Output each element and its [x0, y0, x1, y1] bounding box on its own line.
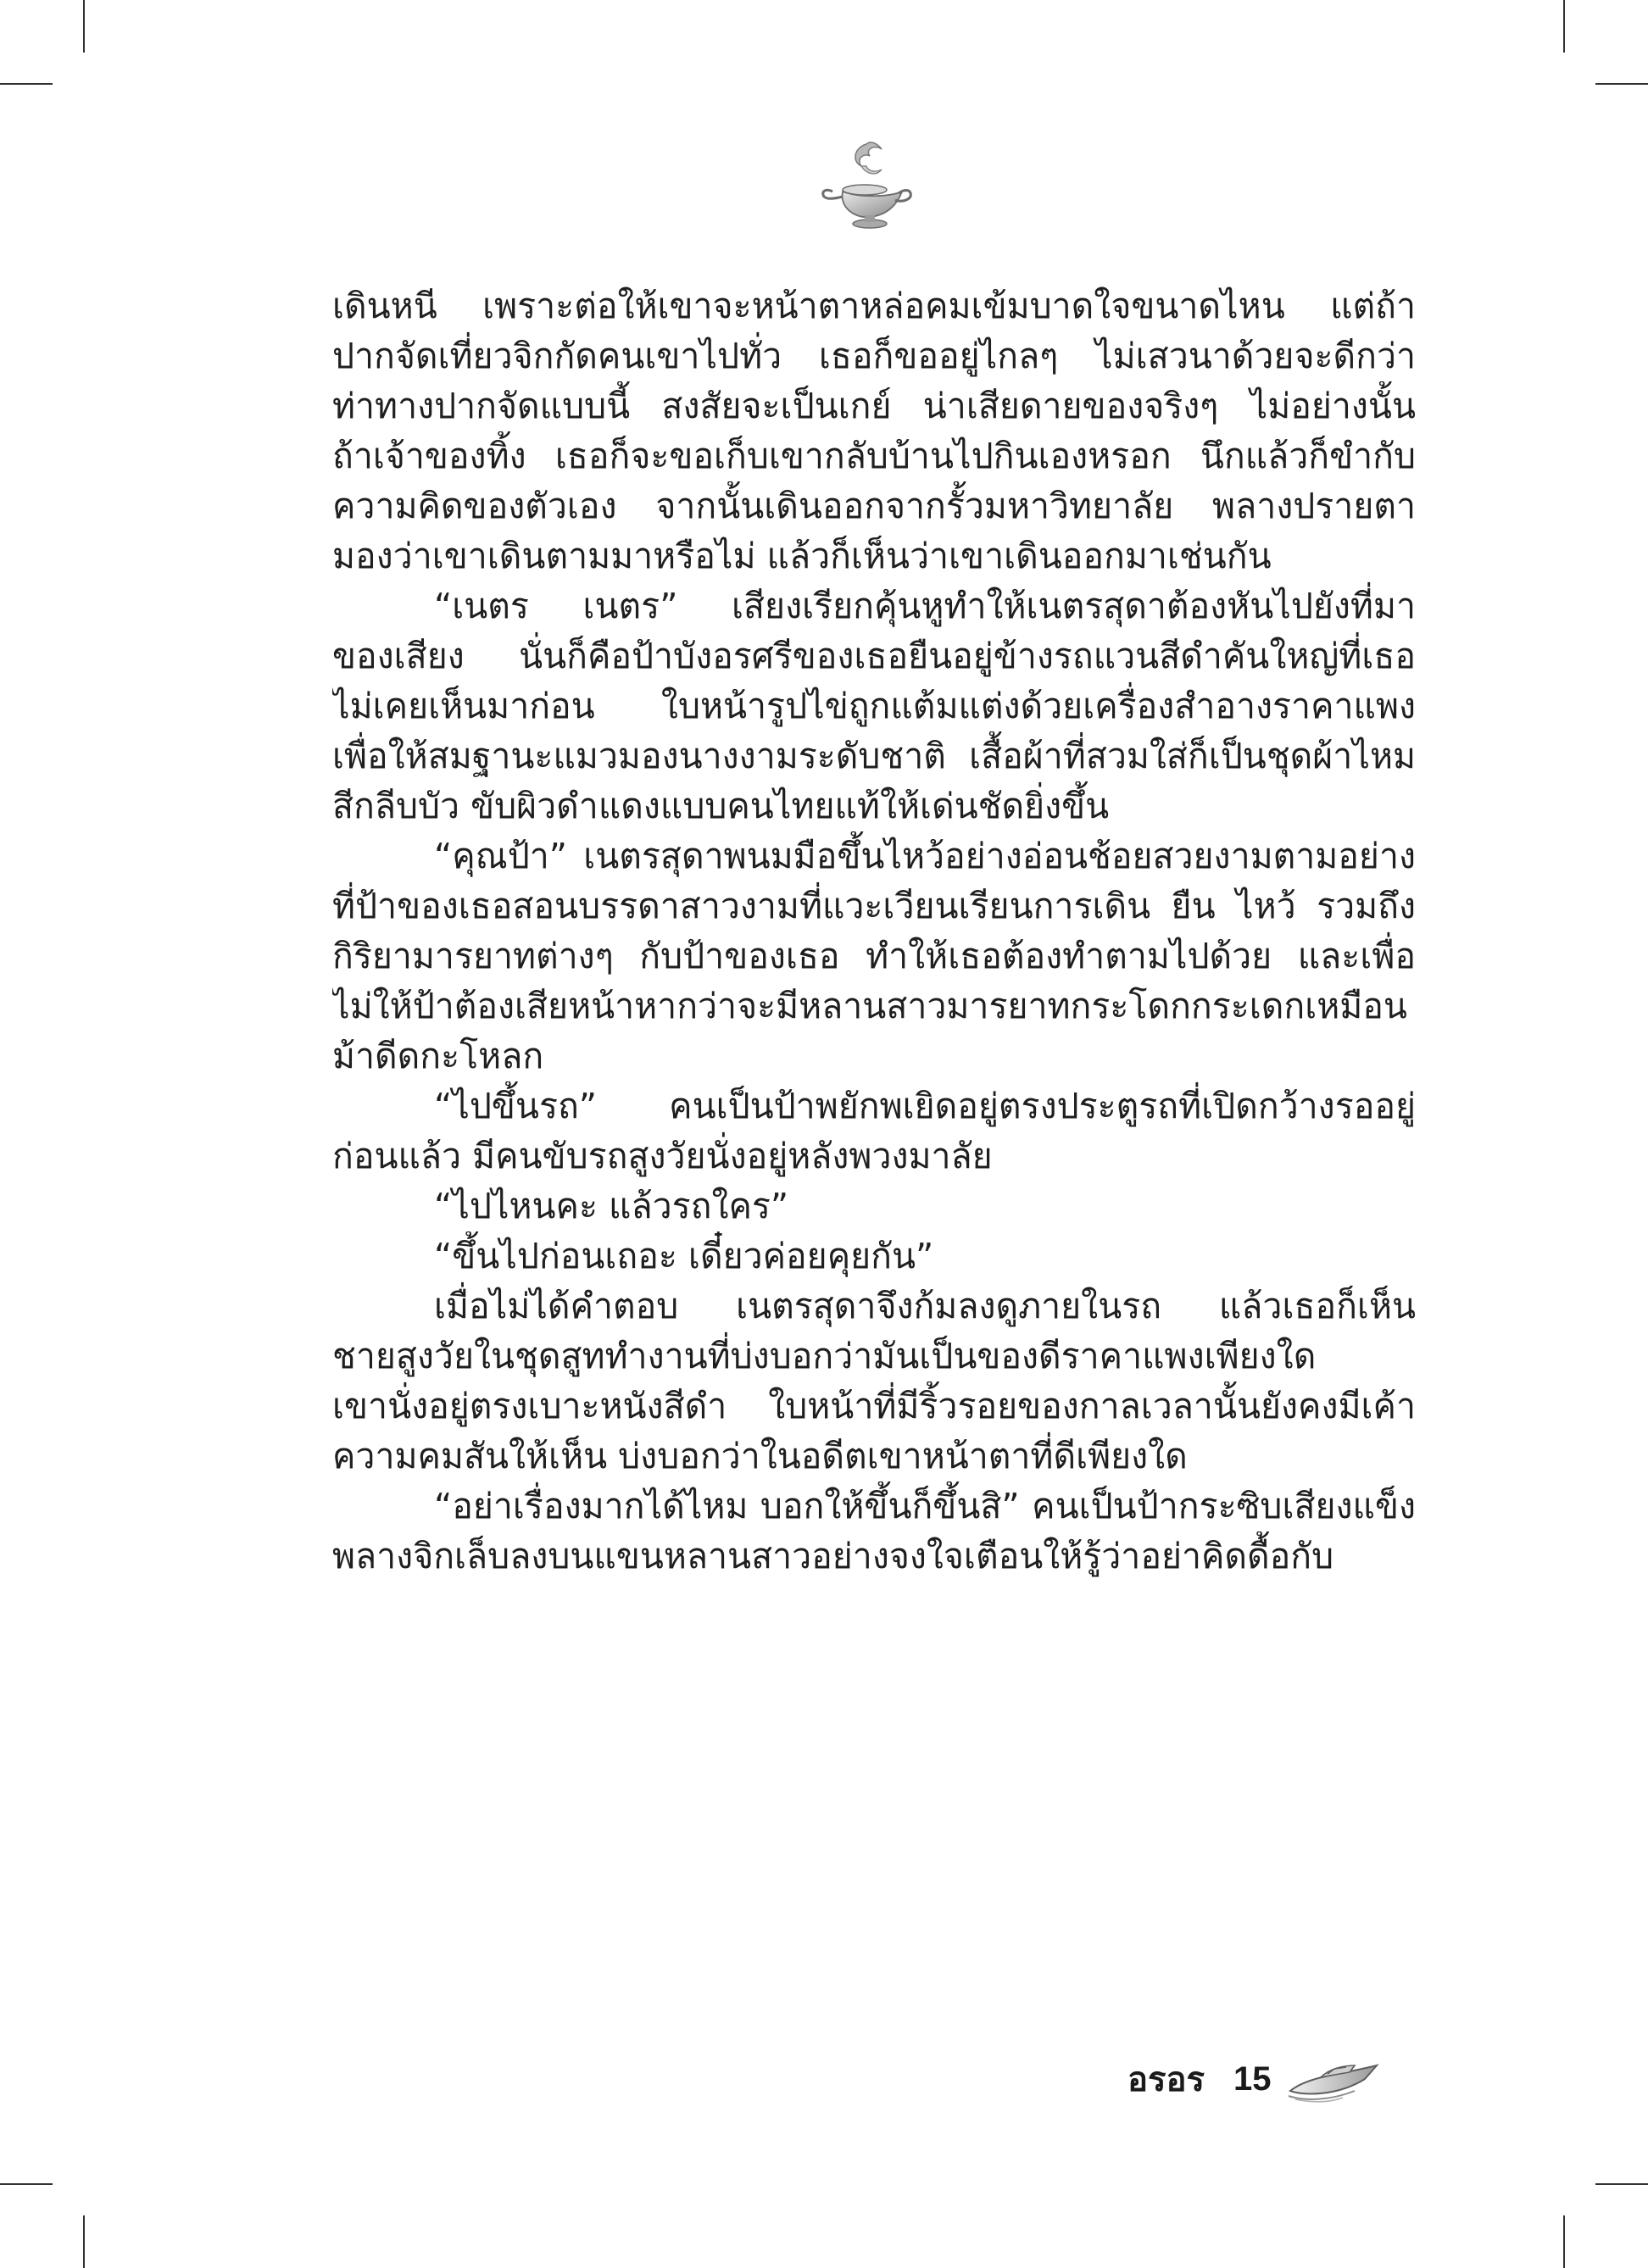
- text-line: “ไปไหนคะ แล้วรถใคร”: [434, 1186, 789, 1226]
- crop-mark-top-left-horizontal: [0, 83, 53, 85]
- text-line: ความคิดของตัวเอง จากนั้นเดินออกจากรั้วมหาวิทยาลัย พลางปรายตา: [332, 486, 1416, 526]
- text-line: “อย่าเรื่องมากได้ไหม บอกให้ขึ้นก็ขึ้นสิ” คนเป็นป้ากระซิบเสียงแข็ง: [434, 1486, 1416, 1526]
- text-line: ไม่ให้ป้าต้องเสียหน้าหากว่าจะมีหลานสาวมารยาทกระโดกกระเดกเหมือน: [332, 986, 1407, 1026]
- text-line: ไม่เคยเห็นมาก่อน ใบหน้ารูปไข่ถูกแต้มแต่งด้วยเครื่องสำอางราคาแพง: [332, 686, 1416, 726]
- text-line: ชายสูงวัยในชุดสูททำงานที่บ่งบอกว่ามันเป็นของดีราคาแพงเพียงใด: [332, 1336, 1317, 1376]
- text-line: พลางจิกเล็บลงบนแขนหลานสาวอย่างจงใจเตือนให้รู้ว่าอย่าคิดดื้อกับ: [332, 1536, 1334, 1576]
- crop-mark-top-left-vertical: [83, 0, 85, 53]
- author-name: อรอร: [1127, 2060, 1205, 2099]
- text-line: “ขึ้นไปก่อนเถอะ เดี๋ยวค่อยคุยกัน”: [434, 1236, 934, 1276]
- text-line: ถ้าเจ้าของทิ้ง เธอก็จะขอเก็บเขากลับบ้านไปกินเองหรอก นึกแล้วก็ขำกับ: [332, 436, 1416, 476]
- text-line: “ไปขึ้นรถ” คนเป็นป้าพยักพเยิดอยู่ตรงประตูรถที่เปิดกว้างรออยู่: [434, 1086, 1416, 1126]
- text-line: ของเสียง นั่นก็คือป้าบังอรศรีของเธอยืนอยู่ข้างรถแวนสีดำคันใหญ่ที่เธอ: [332, 636, 1416, 676]
- text-line: ปากจัดเที่ยวจิกกัดคนเขาไปทั่ว เธอก็ขออยู่ไกลๆ ไม่เสวนาด้วยจะดีกว่า: [332, 336, 1416, 376]
- speedboat-icon: [1287, 2054, 1380, 2104]
- crop-mark-top-right-vertical: [1563, 0, 1565, 53]
- text-line: กิริยามารยาทต่างๆ กับป้าของเธอ ทำให้เธอต้องทำตามไปด้วย และเพื่อ: [332, 936, 1416, 976]
- genie-lamp-icon: [814, 137, 916, 239]
- crop-mark-bottom-left-vertical: [83, 2215, 85, 2268]
- text-line: มองว่าเขาเดินตามมาหรือไม่ แล้วก็เห็นว่าเขาเดินออกมาเช่นกัน: [332, 536, 1272, 576]
- text-line: สีกลีบบัว ขับผิวดำแดงแบบคนไทยแท้ให้เด่นชัดยิ่งขึ้น: [332, 786, 1110, 826]
- page-footer: [1127, 2049, 1380, 2109]
- text-line: ก่อนแล้ว มีคนขับรถสูงวัยนั่งอยู่หลังพวงมาลัย: [332, 1136, 993, 1176]
- text-line: ความคมสันให้เห็น บ่งบอกว่าในอดีตเขาหน้าตาที่ดีเพียงใด: [332, 1436, 1188, 1476]
- page-number: 15: [1233, 2060, 1272, 2098]
- text-line: เขานั่งอยู่ตรงเบาะหนังสีดำ ใบหน้าที่มีริ้วรอยของกาลเวลานั้นยังคงมีเค้า: [332, 1386, 1416, 1426]
- text-line: “คุณป้า” เนตรสุดาพนมมือขึ้นไหว้อย่างอ่อนช้อยสวยงามตามอย่าง: [434, 836, 1416, 876]
- crop-mark-top-right-horizontal: [1595, 83, 1648, 85]
- crop-mark-bottom-right-vertical: [1563, 2215, 1565, 2268]
- text-line: ที่ป้าของเธอสอนบรรดาสาวงามที่แวะเวียนเรียนการเดิน ยืน ไหว้ รวมถึง: [332, 886, 1416, 926]
- crop-mark-bottom-right-horizontal: [1595, 2183, 1648, 2185]
- text-line: เดินหนี เพราะต่อให้เขาจะหน้าตาหล่อคมเข้มบาดใจขนาดไหน แต่ถ้า: [332, 286, 1416, 326]
- text-line: เมื่อไม่ได้คำตอบ เนตรสุดาจึงก้มลงดูภายในรถ แล้วเธอก็เห็น: [434, 1286, 1416, 1326]
- text-line: “เนตร เนตร” เสียงเรียกคุ้นหูทำให้เนตรสุดาต้องหันไปยังที่มา: [434, 586, 1416, 626]
- text-line: ม้าดีดกะโหลก: [332, 1036, 544, 1076]
- text-line: เพื่อให้สมฐานะแมวมองนางงามระดับชาติ เสื้อผ้าที่สวมใส่ก็เป็นชุดผ้าไหม: [332, 736, 1416, 776]
- text-line: ท่าทางปากจัดแบบนี้ สงสัยจะเป็นเกย์ น่าเสียดายของจริงๆ ไม่อย่างนั้น: [332, 386, 1416, 426]
- body-text: [332, 281, 1416, 1581]
- crop-mark-bottom-left-horizontal: [0, 2183, 53, 2185]
